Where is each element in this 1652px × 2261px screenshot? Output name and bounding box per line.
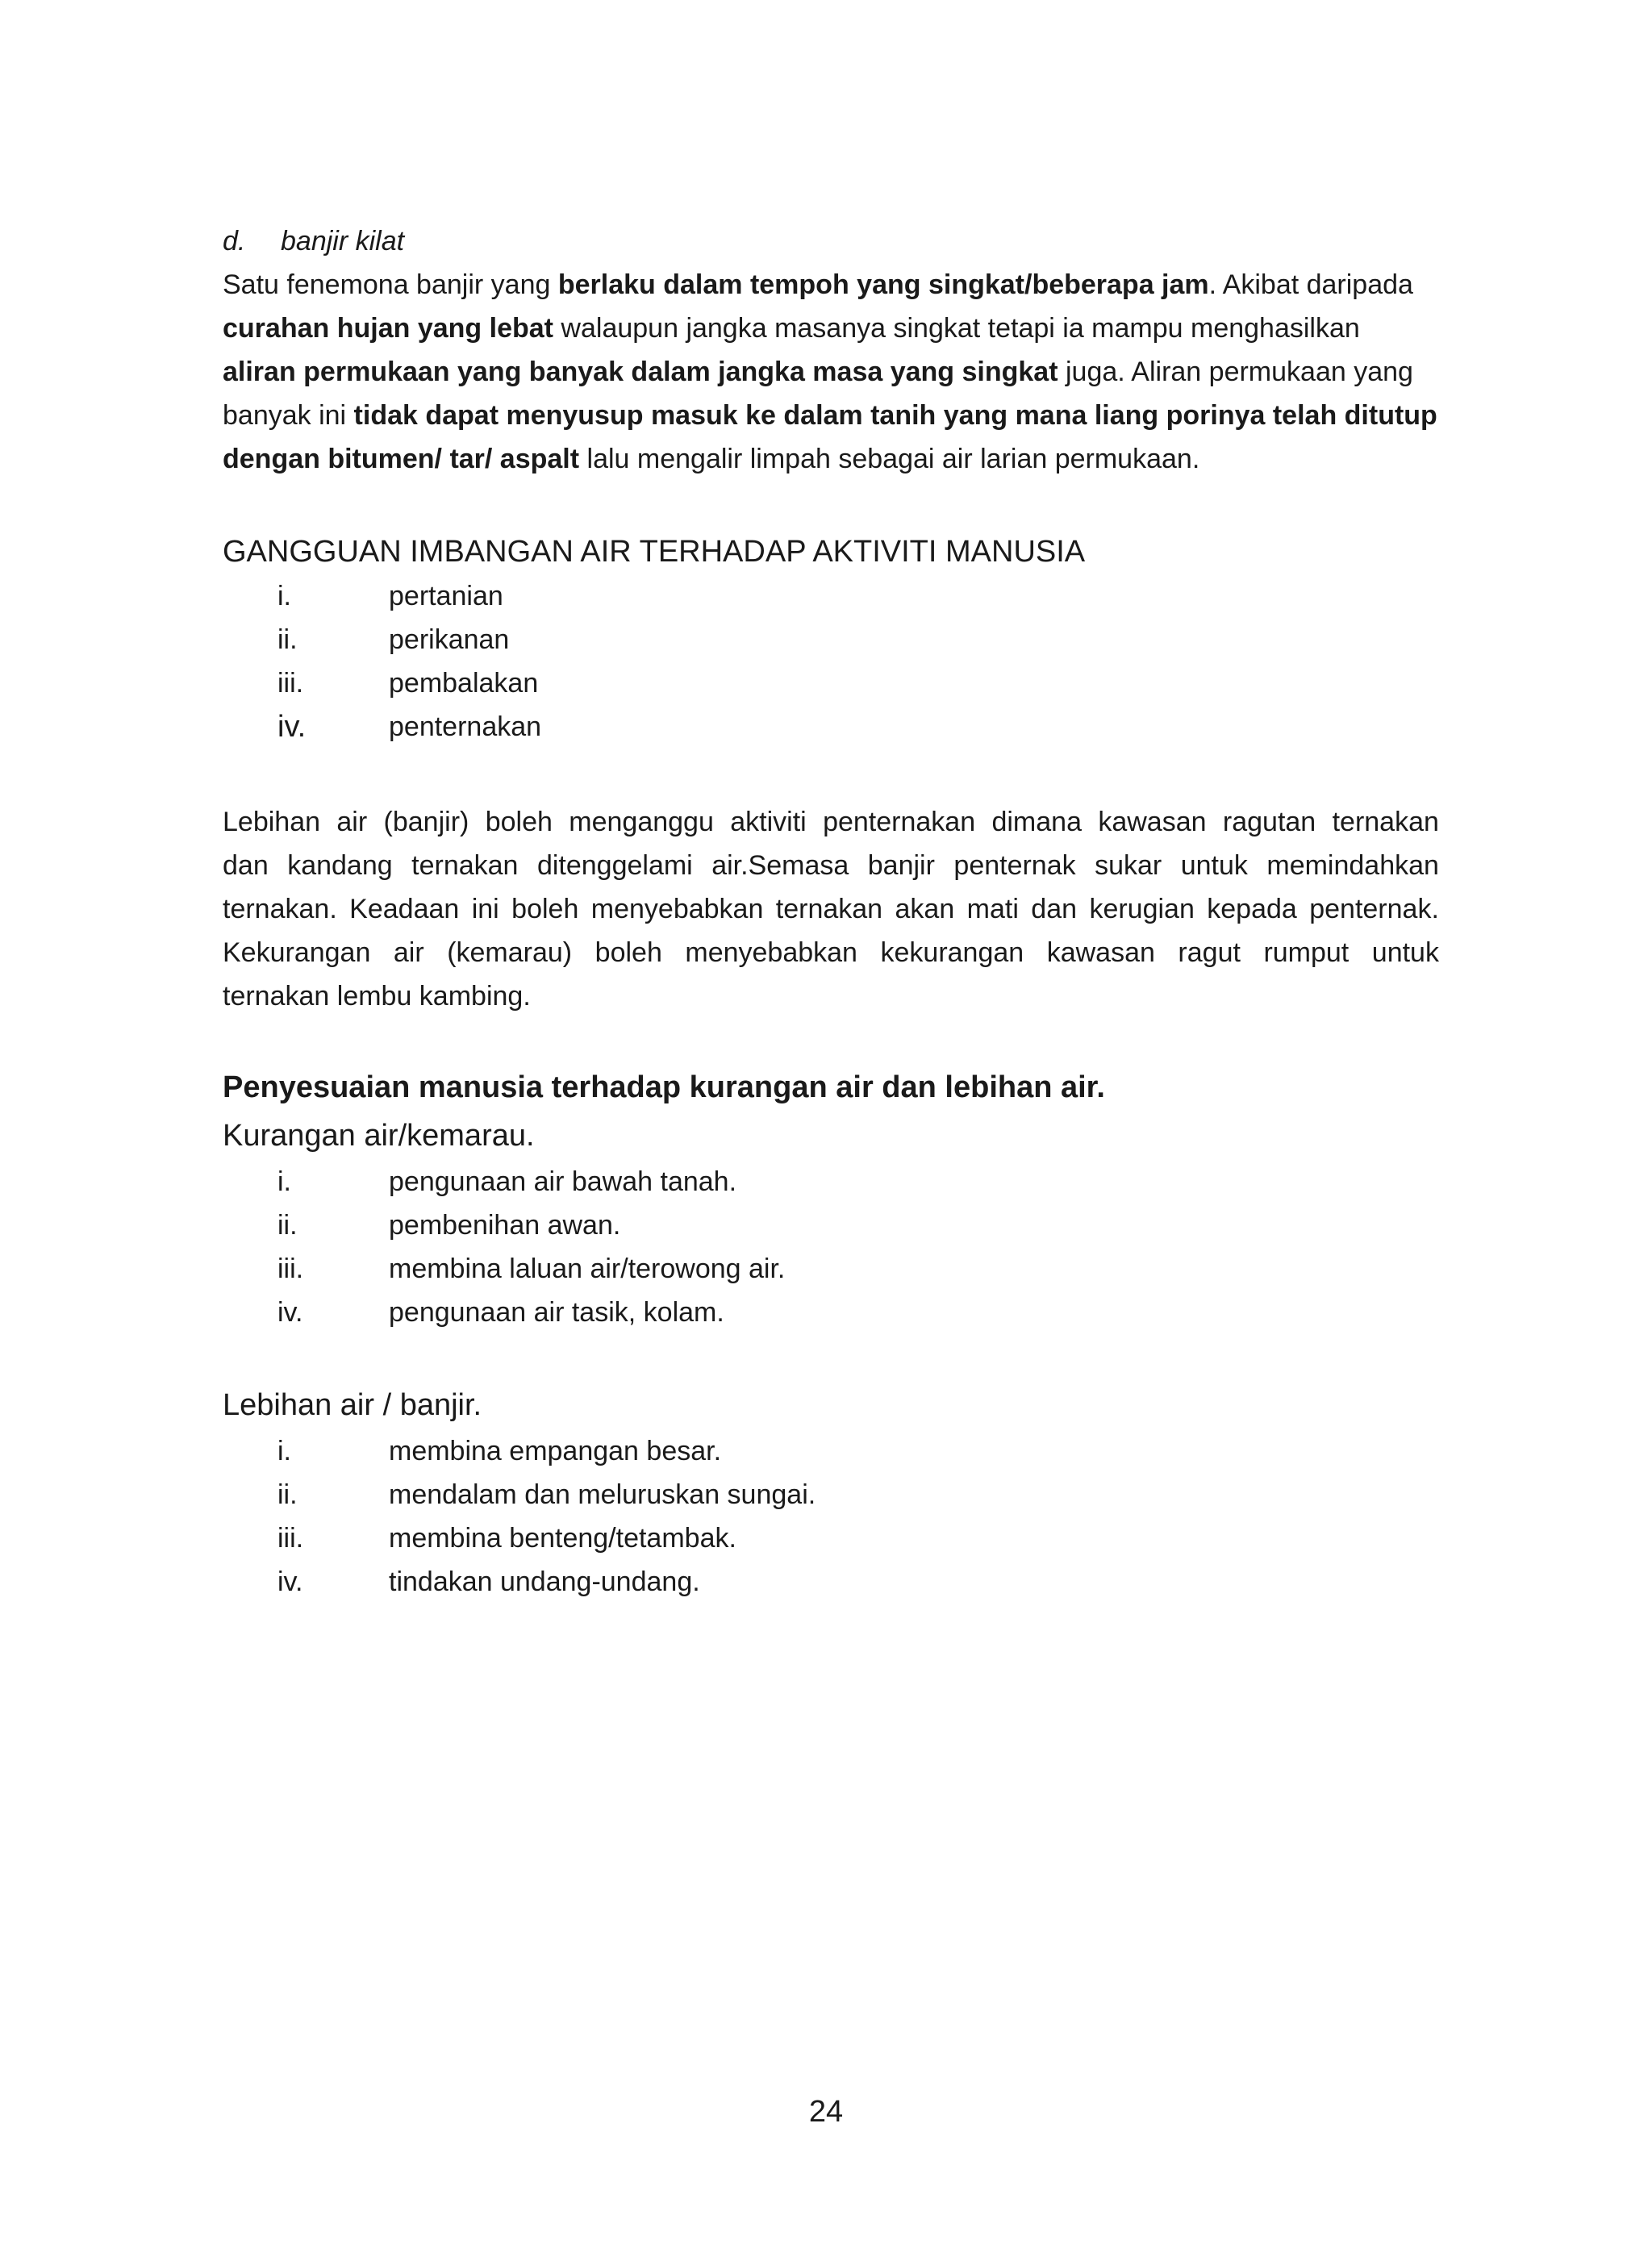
list-item-number: iv. [277, 1566, 303, 1597]
section-d-para-line-4 [223, 394, 1439, 437]
bold-run: tidak dapat menyusup masuk ke dalam tanih yang mana liang porinya telah ditutup [353, 400, 1437, 431]
word: ragut [1178, 937, 1241, 968]
word: memindahkan [1266, 850, 1439, 881]
list-item-text: pertanian [389, 581, 503, 611]
list-item-text: membina laluan air/terowong air. [389, 1254, 786, 1284]
text-run: . Akibat daripada [1208, 269, 1413, 300]
word: banjir [867, 850, 935, 881]
word: sukar [1095, 850, 1162, 881]
section-d-title: banjir kilat [281, 226, 405, 257]
gangguan-para-line-5 [223, 974, 1439, 1018]
text-run: lalu mengalir limpah sebagai air larian permukaan. [579, 444, 1200, 474]
gangguan-para-line-2 [223, 844, 1439, 887]
list-item-number: iii. [277, 1254, 304, 1284]
word: ragutan [1222, 807, 1316, 837]
word: ternakan [775, 894, 883, 924]
list-item-text: perikanan [389, 624, 510, 655]
word: kepada [1207, 894, 1297, 924]
word: untuk [1180, 850, 1248, 881]
gangguan-para-line-3 [223, 887, 1439, 931]
list-item-number: iv. [277, 710, 307, 744]
word: menyebabkan [685, 937, 857, 968]
word: ternakan [1332, 807, 1439, 837]
section-d-para-line-3 [223, 350, 1439, 394]
word: air [393, 937, 424, 968]
list-item-text: penternakan [389, 711, 542, 742]
word: ini [471, 894, 499, 924]
text-run: banyak ini [223, 400, 354, 431]
word: kawasan [1098, 807, 1207, 837]
word: penternak [953, 850, 1076, 881]
list-item-text: mendalam dan meluruskan sungai. [389, 1479, 816, 1510]
word: penternakan [823, 807, 976, 837]
bold-run: dengan bitumen/ tar/ aspalt [223, 444, 580, 474]
word: untuk [1371, 937, 1439, 968]
word: dan [223, 850, 269, 881]
word: ternakan [411, 850, 519, 881]
list-item-number: ii. [277, 1479, 298, 1510]
gangguan-para-line-4 [223, 931, 1439, 974]
list-item-text: pengunaan air bawah tanah. [389, 1166, 737, 1197]
word: akan [895, 894, 955, 924]
section-d-para-line-1 [223, 263, 1439, 307]
list-item-number: ii. [277, 624, 298, 655]
list-item-number: i. [277, 581, 291, 611]
word: dimana [991, 807, 1082, 837]
list-item-text: pembalakan [389, 668, 539, 699]
word: kawasan [1046, 937, 1155, 968]
gangguan-heading: GANGGUAN IMBANGAN AIR TERHADAP AKTIVITI MANUSIA [223, 535, 1086, 569]
list-item-text: pembenihan awan. [389, 1210, 621, 1241]
word: boleh [511, 894, 579, 924]
list-item-text: membina benteng/tetambak. [389, 1523, 736, 1554]
word: kandang [287, 850, 393, 881]
penyesuaian-heading: Penyesuaian manusia terhadap kurangan air dan lebihan air. [223, 1070, 1105, 1104]
text-run: walaupun jangka masanya singkat tetapi ia mampu menghasilkan [553, 313, 1360, 344]
section-d-para-line-2 [223, 307, 1439, 350]
word: menyebabkan [590, 894, 764, 924]
list-item-text: pengunaan air tasik, kolam. [389, 1297, 724, 1328]
list-item-number: i. [277, 1436, 291, 1466]
bold-run: curahan hujan yang lebat [223, 313, 553, 344]
word: air [336, 807, 368, 837]
list-item-number: ii. [277, 1210, 298, 1241]
word: Kekurangan [223, 937, 371, 968]
word: aktiviti [730, 807, 807, 837]
list-item-text: membina empangan besar. [389, 1436, 722, 1466]
word: Keadaan [349, 894, 460, 924]
word: rumput [1263, 937, 1350, 968]
word: dan [1031, 894, 1078, 924]
list-item-number: iii. [277, 668, 304, 699]
text-run: juga. Aliran permukaan yang [1058, 357, 1413, 387]
bold-run: aliran permukaan yang banyak dalam jangka masa yang singkat [223, 357, 1058, 387]
word: boleh [594, 937, 662, 968]
word: kerugian [1089, 894, 1195, 924]
text-run: Satu fenemona banjir yang [223, 269, 558, 300]
word: kekurangan [880, 937, 1024, 968]
word: ternakan. [223, 894, 337, 924]
word: air.Semasa [711, 850, 849, 881]
word: (kemarau) [447, 937, 573, 968]
word: ternakan lembu kambing. [223, 981, 531, 1012]
list-item-number: i. [277, 1166, 291, 1197]
kurangan-title: Kurangan air/kemarau. [223, 1119, 535, 1153]
word: boleh [485, 807, 553, 837]
section-d-para-line-5 [223, 437, 1439, 481]
bold-run: berlaku dalam tempoh yang singkat/beberapa jam [557, 269, 1209, 300]
word: menganggu [569, 807, 714, 837]
page-number: 24 [808, 2095, 844, 2129]
list-item-text: tindakan undang-undang. [389, 1566, 700, 1597]
word: Lebihan [223, 807, 321, 837]
section-d-label: d. [223, 226, 246, 257]
word: ditenggelami [536, 850, 693, 881]
word: (banjir) [383, 807, 469, 837]
list-item-number: iv. [277, 1297, 303, 1328]
word: penternak. [1309, 894, 1439, 924]
word: mati [966, 894, 1019, 924]
lebihan-title: Lebihan air / banjir. [223, 1388, 482, 1422]
gangguan-para-line-1 [223, 800, 1439, 844]
list-item-number: iii. [277, 1523, 304, 1554]
